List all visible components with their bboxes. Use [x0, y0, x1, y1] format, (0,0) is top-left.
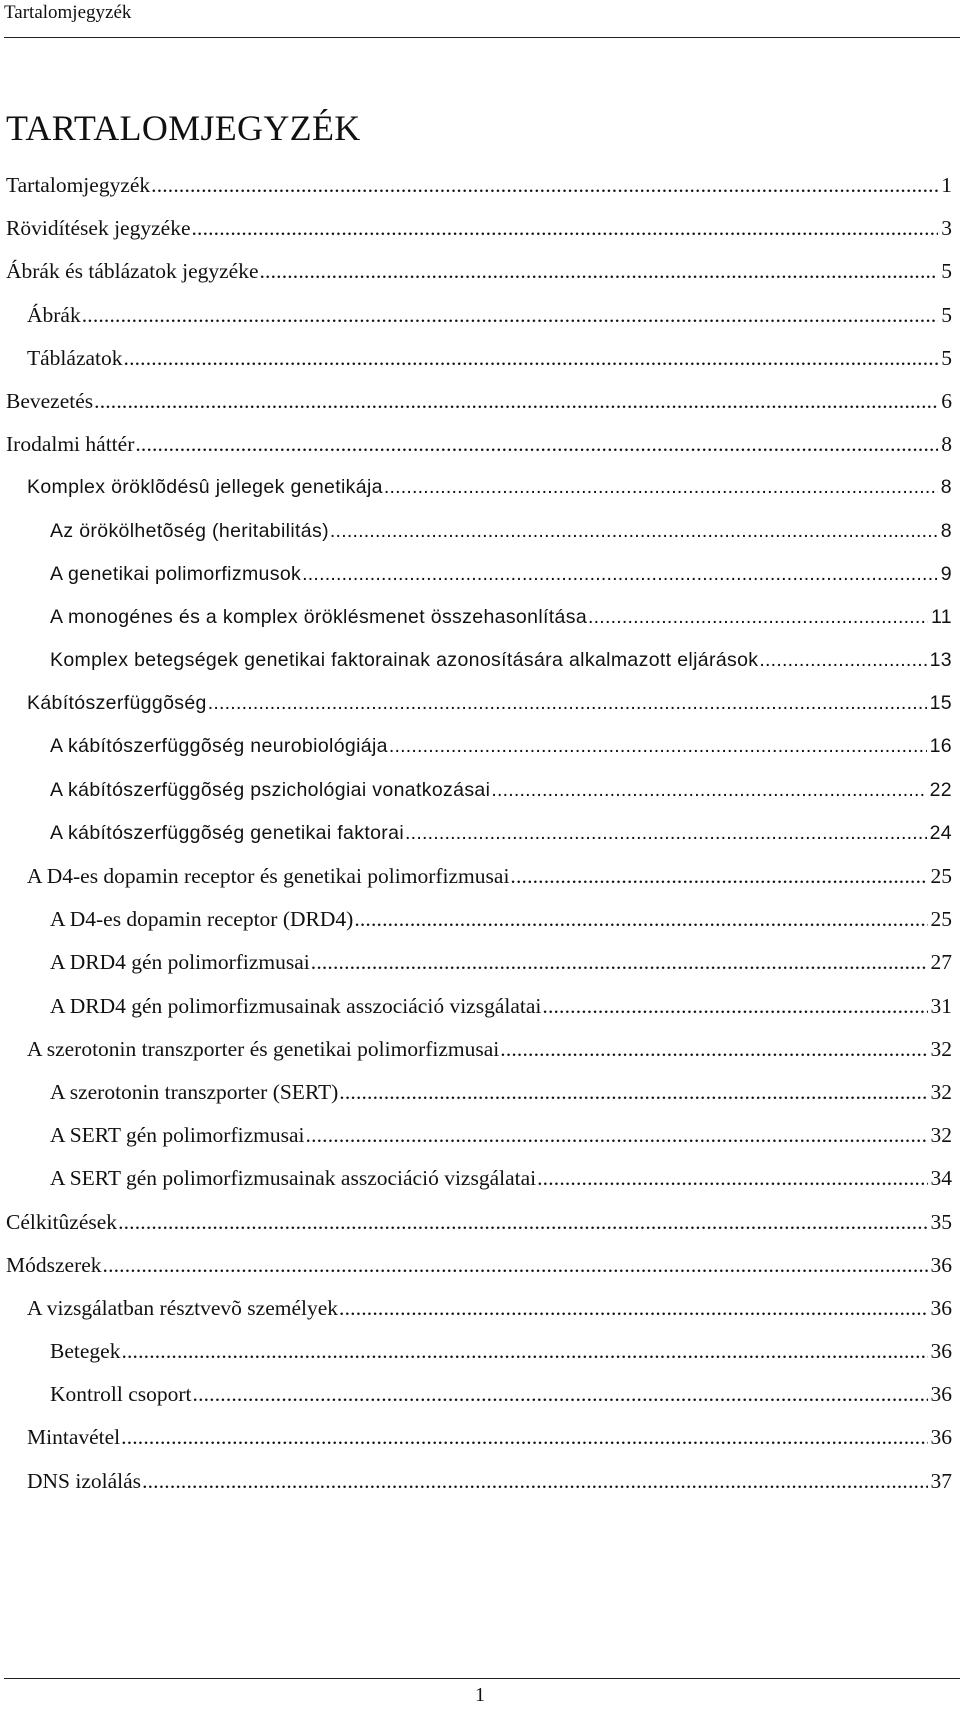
toc-entry-title: Ábrák és táblázatok jegyzéke: [6, 259, 259, 284]
toc-dot-leader: [339, 1287, 927, 1330]
toc-entry-page-number: 8: [940, 519, 952, 542]
toc-entry[interactable]: [0, 941, 960, 984]
toc-entry-title: Célkitûzések: [6, 1209, 118, 1234]
toc-entry[interactable]: [0, 1157, 960, 1200]
toc-entry-title: Kontroll csoport: [50, 1382, 192, 1407]
toc-entry[interactable]: [0, 812, 960, 855]
toc-entry[interactable]: [0, 1460, 960, 1503]
toc-entry[interactable]: [0, 769, 960, 812]
toc-entry-title: A kábítószerfüggõség genetikai faktorai: [50, 821, 405, 844]
toc-entry[interactable]: [0, 898, 960, 941]
toc-entry[interactable]: [0, 1244, 960, 1287]
toc-entry-page-number: 5: [941, 345, 952, 370]
toc-entry-title: A szerotonin transzporter (SERT): [50, 1079, 339, 1104]
toc-entry[interactable]: [0, 1373, 960, 1416]
toc-entry-page-number: 8: [940, 476, 952, 499]
toc-dot-leader: [118, 1201, 927, 1244]
toc-entry-page-number: 11: [931, 605, 952, 628]
toc-entry-title: A genetikai polimorfizmusok: [50, 562, 302, 585]
toc-entry[interactable]: [0, 466, 960, 509]
toc-dot-leader: [759, 639, 926, 682]
page-number: 1: [475, 1684, 485, 1706]
toc-entry-page-number: 37: [930, 1468, 952, 1493]
toc-entry-page-number: 24: [929, 821, 952, 844]
toc-entry-title: Az örökölhetõség (heritabilitás): [50, 519, 329, 542]
toc-entry-title: Tartalomjegyzék: [6, 173, 151, 197]
toc-entry-page-number: 27: [930, 950, 952, 975]
toc-dot-leader: [542, 985, 927, 1028]
toc-entry-page-number: 9: [940, 562, 952, 585]
toc-entry-title: Betegek: [50, 1339, 121, 1364]
toc-entry-page-number: 34: [930, 1166, 952, 1191]
toc-entry[interactable]: [0, 1028, 960, 1071]
toc-entry-page-number: 13: [929, 649, 952, 672]
toc-entry-page-number: 36: [930, 1382, 952, 1407]
toc-entry[interactable]: [0, 985, 960, 1028]
toc-dot-leader: [94, 380, 938, 423]
toc-entry[interactable]: [0, 380, 960, 423]
toc-entry-title: Mintavétel: [27, 1425, 121, 1450]
toc-entry-page-number: 32: [930, 1123, 952, 1148]
toc-entry[interactable]: [0, 294, 960, 337]
toc-entry[interactable]: [0, 596, 960, 639]
toc-entry-page-number: 35: [930, 1209, 952, 1234]
toc-entry[interactable]: [0, 1287, 960, 1330]
toc-dot-leader: [135, 423, 938, 466]
toc-entry[interactable]: [0, 207, 960, 250]
toc-entry[interactable]: [0, 1201, 960, 1244]
toc-dot-leader: [82, 294, 939, 337]
toc-entry-title: Komplex betegségek genetikai faktorainak azonosítására alkalmazott eljárások: [50, 649, 759, 672]
toc-entry-title: A kábítószerfüggõség pszichológiai vonatkozásai: [50, 778, 491, 801]
toc-entry-page-number: 36: [930, 1339, 952, 1364]
toc-entry-title: Rövidítések jegyzéke: [6, 216, 191, 241]
toc-entry-page-number: 25: [930, 864, 952, 888]
header-divider: [4, 37, 960, 38]
footer-divider: [4, 1678, 960, 1679]
toc-entry-page-number: 32: [930, 1079, 952, 1104]
toc-entry[interactable]: [0, 250, 960, 293]
toc-dot-leader: [384, 466, 938, 509]
toc-entry-page-number: 22: [929, 778, 952, 801]
toc-entry-title: A DRD4 gén polimorfizmusai: [50, 950, 310, 975]
toc-dot-leader: [491, 769, 926, 812]
toc-entry-title: Ábrák: [27, 302, 81, 327]
toc-entry-title: Kábítószerfüggõség: [27, 692, 207, 715]
toc-entry-page-number: 5: [941, 259, 952, 284]
toc-dot-leader: [339, 1071, 927, 1114]
toc-dot-leader: [354, 898, 927, 941]
toc-dot-leader: [121, 1330, 927, 1373]
toc-dot-leader: [208, 682, 927, 725]
toc-entry-title: A SERT gén polimorfizmusainak asszociáció vizsgálatai: [50, 1166, 537, 1191]
toc-entry-page-number: 3: [941, 216, 952, 241]
toc-entry-title: A D4-es dopamin receptor és genetikai polimorfizmusai: [27, 864, 510, 888]
toc-entry-title: A SERT gén polimorfizmusai: [50, 1123, 305, 1148]
toc-entry-title: Irodalmi háttér: [6, 432, 135, 457]
toc-dot-leader: [330, 510, 938, 553]
toc-dot-leader: [537, 1157, 927, 1200]
toc-entry[interactable]: [0, 1416, 960, 1459]
toc-entry-title: A szerotonin transzporter és genetikai polimorfizmusai: [27, 1036, 500, 1061]
toc-entry-page-number: 32: [930, 1036, 952, 1061]
toc-entry[interactable]: [0, 682, 960, 725]
toc-dot-leader: [193, 1373, 928, 1416]
toc-entry-title: Komplex öröklõdésû jellegek genetikája: [27, 476, 383, 499]
toc-entry-page-number: 36: [930, 1425, 952, 1450]
toc-entry-title: Táblázatok: [27, 345, 123, 370]
toc-entry[interactable]: [0, 855, 960, 898]
toc-dot-leader: [405, 812, 927, 855]
toc-entry-title: DNS izolálás: [27, 1468, 142, 1493]
toc-dot-leader: [121, 1416, 927, 1459]
toc-entry[interactable]: [0, 337, 960, 380]
toc-dot-leader: [151, 164, 938, 207]
toc-entry[interactable]: [0, 1330, 960, 1373]
page-title: TARTALOMJEGYZÉK: [6, 108, 361, 148]
running-header: Tartalomjegyzék: [4, 2, 132, 23]
table-of-contents: [0, 164, 960, 1503]
toc-entry-page-number: 31: [930, 993, 952, 1018]
toc-entry-title: Módszerek: [6, 1252, 102, 1277]
toc-entry-title: A DRD4 gén polimorfizmusainak asszociáció vizsgálatai: [50, 993, 542, 1018]
toc-entry-page-number: 8: [941, 432, 952, 457]
toc-dot-leader: [500, 1028, 927, 1071]
toc-dot-leader: [191, 207, 938, 250]
toc-dot-leader: [260, 250, 939, 293]
toc-entry-title: A D4-es dopamin receptor (DRD4): [50, 907, 354, 932]
toc-entry-page-number: 16: [929, 735, 952, 758]
toc-dot-leader: [588, 596, 928, 639]
toc-entry[interactable]: [0, 1114, 960, 1157]
toc-dot-leader: [302, 553, 938, 596]
toc-dot-leader: [389, 725, 927, 768]
toc-entry-title: A kábítószerfüggõség neurobiológiája: [50, 735, 388, 758]
toc-dot-leader: [306, 1114, 928, 1157]
toc-entry-page-number: 5: [941, 302, 952, 327]
toc-entry-page-number: 15: [929, 692, 952, 715]
toc-entry-title: Bevezetés: [6, 388, 94, 413]
toc-entry[interactable]: [0, 164, 960, 207]
toc-entry[interactable]: [0, 639, 960, 682]
toc-entry-title: A vizsgálatban résztvevõ személyek: [27, 1295, 339, 1320]
toc-dot-leader: [142, 1460, 927, 1503]
toc-entry[interactable]: [0, 553, 960, 596]
toc-entry[interactable]: [0, 510, 960, 553]
toc-entry-page-number: 36: [930, 1252, 952, 1277]
toc-dot-leader: [510, 855, 927, 898]
toc-entry[interactable]: [0, 423, 960, 466]
toc-entry[interactable]: [0, 725, 960, 768]
toc-entry-page-number: 1: [941, 173, 952, 197]
toc-dot-leader: [311, 941, 928, 984]
toc-entry-page-number: 25: [930, 907, 952, 932]
toc-entry-title: A monogénes és a komplex öröklésmenet összehasonlítása: [50, 605, 588, 628]
toc-dot-leader: [103, 1244, 928, 1287]
toc-entry[interactable]: [0, 1071, 960, 1114]
toc-entry-page-number: 6: [941, 388, 952, 413]
toc-dot-leader: [124, 337, 939, 380]
toc-entry-page-number: 36: [930, 1295, 952, 1320]
